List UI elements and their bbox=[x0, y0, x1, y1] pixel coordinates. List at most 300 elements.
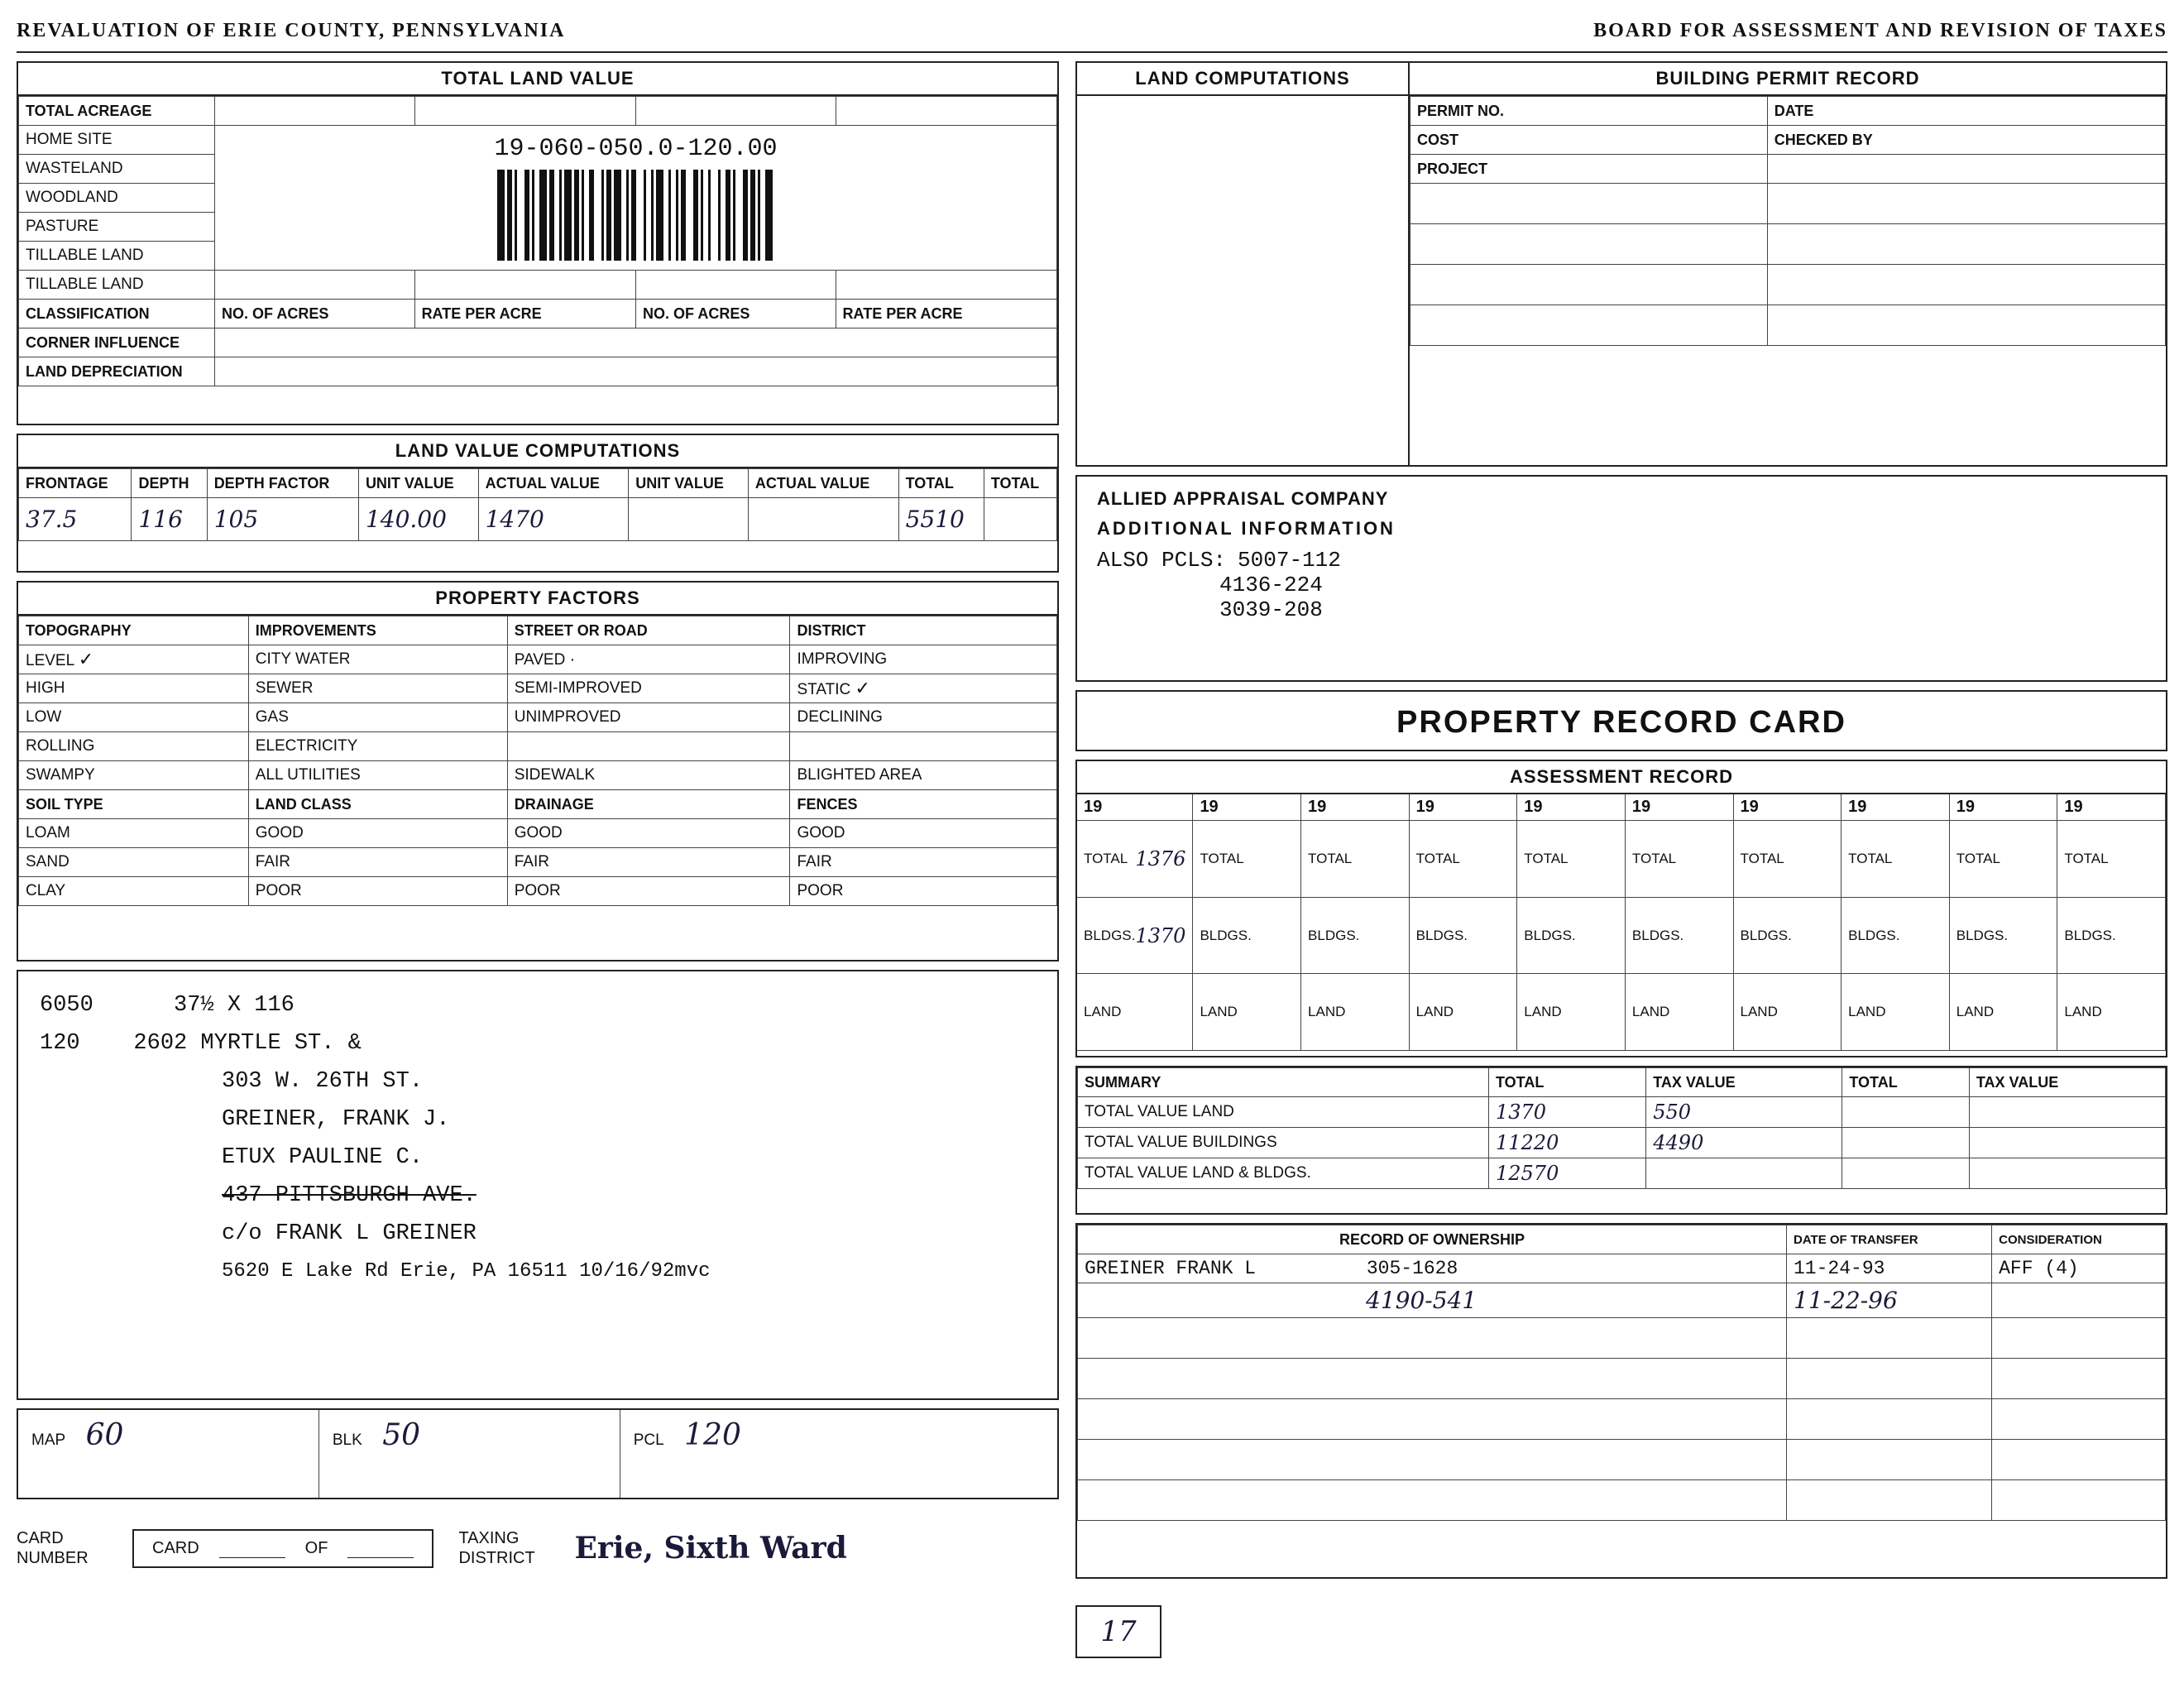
table-row bbox=[19, 645, 1057, 674]
pcl-value: 120 bbox=[684, 1418, 741, 1452]
land-value-title: LAND VALUE COMPUTATIONS bbox=[18, 435, 1057, 468]
tick-mark-icon: · bbox=[569, 650, 576, 669]
consideration bbox=[1992, 1283, 2166, 1318]
assessment-row-label: LAND bbox=[1415, 1004, 1454, 1020]
land-classification-table bbox=[18, 96, 1057, 386]
barcode-bar bbox=[765, 170, 773, 261]
assessment-row-label: BLDGS. bbox=[1084, 927, 1136, 943]
table-cell bbox=[215, 271, 415, 300]
assessment-row-label: TOTAL bbox=[1956, 850, 2000, 866]
table-cell bbox=[1410, 305, 1768, 346]
transfer-date: 11-22-96 bbox=[1787, 1283, 1992, 1318]
permit-record bbox=[1410, 63, 2166, 465]
land-row-label: WASTELAND bbox=[19, 155, 215, 184]
barcode-bar bbox=[497, 170, 505, 261]
factor-cell: POOR bbox=[790, 877, 1057, 906]
factor-cell: LOW bbox=[19, 703, 249, 732]
table-row bbox=[1078, 1283, 2166, 1318]
table-row bbox=[19, 300, 1057, 328]
of-label: OF bbox=[304, 1538, 328, 1557]
ownership-title: RECORD OF OWNERSHIP bbox=[1078, 1225, 1787, 1254]
assessment-row-label: BLDGS. bbox=[1415, 927, 1468, 943]
district-header: DISTRICT bbox=[790, 616, 1057, 645]
owner-parcel-line: 6050 37½ X 116 bbox=[40, 993, 295, 1018]
transfer-date: 11-24-93 bbox=[1787, 1254, 1992, 1283]
factor-cell: UNIMPROVED bbox=[507, 703, 790, 732]
street-road-header: STREET OR ROAD bbox=[507, 616, 790, 645]
card-label: CARD bbox=[152, 1538, 199, 1557]
summary-tax: 4490 bbox=[1646, 1128, 1842, 1158]
table-cell bbox=[1078, 1440, 1787, 1480]
barcode-bar bbox=[686, 170, 693, 261]
ownership-table bbox=[1077, 1225, 2166, 1521]
deed-book: 305-1628 bbox=[1366, 1258, 1458, 1279]
assessment-year-column bbox=[1301, 794, 1410, 1051]
assessment-cell bbox=[2057, 898, 2165, 975]
also-pcls-label: ALSO PCLS: bbox=[1097, 548, 1227, 573]
table-cell bbox=[635, 271, 836, 300]
assessment-cell bbox=[1193, 821, 1300, 898]
year-prefix: 19 bbox=[1517, 794, 1625, 821]
factor-cell: PAVED · bbox=[507, 645, 790, 674]
year-prefix: 19 bbox=[1950, 794, 2057, 821]
table-cell bbox=[1992, 1440, 2166, 1480]
property-record-card-title: PROPERTY RECORD CARD bbox=[1396, 704, 1846, 740]
factor-cell: ROLLING bbox=[19, 732, 249, 761]
fences-header: FENCES bbox=[790, 790, 1057, 819]
owner-care-of: c/o FRANK L GREINER bbox=[222, 1221, 477, 1246]
table-cell bbox=[1992, 1480, 2166, 1521]
factor-cell: SEMI-IMPROVED bbox=[507, 674, 790, 703]
total-value bbox=[984, 498, 1056, 541]
table-row bbox=[1078, 1158, 2166, 1189]
table-cell bbox=[1842, 1128, 1970, 1158]
assessment-cell bbox=[1950, 821, 2057, 898]
assessment-row-label: BLDGS. bbox=[1631, 927, 1684, 943]
barcode-bar bbox=[735, 170, 743, 261]
assessment-cell bbox=[2057, 974, 2165, 1051]
land-row-label: WOODLAND bbox=[19, 184, 215, 213]
assessment-handwritten-value: 1376 bbox=[1135, 846, 1186, 870]
table-row bbox=[19, 848, 1057, 877]
assessment-row-label: LAND bbox=[1740, 1004, 1778, 1020]
no-acres-header: NO. OF ACRES bbox=[215, 300, 415, 328]
table-cell bbox=[836, 271, 1056, 300]
assessment-year-column bbox=[1517, 794, 1626, 1051]
total-land-value-label: TOTAL LAND VALUE bbox=[18, 63, 1057, 96]
assessment-row-label: BLDGS. bbox=[1200, 927, 1252, 943]
additional-info-title: ADDITIONAL INFORMATION bbox=[1097, 518, 1396, 539]
table-cell bbox=[836, 97, 1056, 126]
total-acreage-label: TOTAL ACREAGE bbox=[19, 97, 215, 126]
assessment-cell bbox=[1626, 898, 1733, 975]
assessment-cell bbox=[1410, 821, 1517, 898]
table-row bbox=[1410, 126, 2166, 155]
factor-cell: POOR bbox=[507, 877, 790, 906]
assessment-row-label: BLDGS. bbox=[2064, 927, 2116, 943]
assessment-cell bbox=[1626, 821, 1733, 898]
table-cell bbox=[1767, 305, 2165, 346]
assessment-year-column bbox=[2057, 794, 2166, 1051]
date-of-transfer-header: DATE OF TRANSFER bbox=[1787, 1225, 1992, 1254]
assessment-row-label: TOTAL bbox=[1631, 850, 1677, 866]
assessment-row-label: BLDGS. bbox=[1740, 927, 1792, 943]
summary-label: TOTAL VALUE LAND bbox=[1078, 1097, 1489, 1128]
unit-value-header: UNIT VALUE bbox=[629, 469, 749, 498]
rate-per-acre-header: RATE PER ACRE bbox=[836, 300, 1056, 328]
table-row bbox=[1078, 1128, 2166, 1158]
owner-address-line: 303 W. 26TH ST. bbox=[222, 1069, 424, 1094]
assessment-cell bbox=[1517, 974, 1625, 1051]
assessment-row-label: TOTAL bbox=[2064, 850, 2109, 866]
assessment-cell bbox=[1517, 821, 1625, 898]
table-row bbox=[1410, 184, 2166, 224]
summary-tax: 550 bbox=[1646, 1097, 1842, 1128]
barcode-bar bbox=[656, 170, 663, 261]
table-cell bbox=[1969, 1158, 2165, 1189]
table-cell bbox=[1078, 1480, 1787, 1521]
summary-label: TOTAL VALUE BUILDINGS bbox=[1078, 1128, 1489, 1158]
blk-label: BLK bbox=[332, 1431, 362, 1449]
property-factors-table bbox=[18, 616, 1057, 906]
table-cell bbox=[1842, 1097, 1970, 1128]
table-row bbox=[1078, 1225, 2166, 1254]
table-cell bbox=[1078, 1399, 1787, 1440]
card-title-panel bbox=[1075, 690, 2167, 751]
barcode-bar bbox=[564, 170, 572, 261]
factor-cell: BLIGHTED AREA bbox=[790, 761, 1057, 790]
land-row-label: HOME SITE bbox=[19, 126, 215, 155]
table-row bbox=[19, 469, 1057, 498]
land-row-label: TILLABLE LAND bbox=[19, 242, 215, 271]
taxing-district-stamp: Erie, Sixth Ward bbox=[574, 1531, 847, 1566]
assessment-year-column bbox=[1734, 794, 1842, 1051]
check-mark-icon: ✓ bbox=[78, 649, 94, 669]
factor-cell: GAS bbox=[248, 703, 507, 732]
file-number: 17 bbox=[1100, 1615, 1137, 1648]
table-row bbox=[19, 97, 1057, 126]
owner-name-line: GREINER, FRANK J. bbox=[222, 1107, 450, 1132]
year-prefix: 19 bbox=[1410, 794, 1517, 821]
assessment-cell bbox=[1626, 974, 1733, 1051]
actual-value-header: ACTUAL VALUE bbox=[478, 469, 629, 498]
assessment-year-column bbox=[1950, 794, 2058, 1051]
soil-type-header: SOIL TYPE bbox=[19, 790, 249, 819]
assessment-year-column bbox=[1077, 794, 1193, 1051]
table-row bbox=[1078, 1318, 2166, 1359]
owner-old-address: 437 PITTSBURGH AVE. bbox=[222, 1183, 477, 1208]
table-row bbox=[19, 703, 1057, 732]
factor-cell: ALL UTILITIES bbox=[248, 761, 507, 790]
table-row bbox=[19, 761, 1057, 790]
assessment-row-label: TOTAL bbox=[1740, 850, 1784, 866]
summary-tax bbox=[1646, 1158, 1842, 1189]
table-row bbox=[1410, 155, 2166, 184]
appraisal-company: ALLIED APPRAISAL COMPANY bbox=[1097, 488, 1389, 509]
assessment-cell bbox=[1077, 974, 1192, 1051]
permit-table bbox=[1410, 96, 2166, 346]
actual-value-header: ACTUAL VALUE bbox=[748, 469, 898, 498]
card-number-label: CARD NUMBER bbox=[17, 1529, 89, 1567]
table-row bbox=[19, 126, 1057, 155]
assessment-cell bbox=[1077, 898, 1192, 975]
barcode-bar bbox=[594, 170, 601, 261]
assessment-row-label: TOTAL bbox=[1524, 850, 1569, 866]
depth-factor-value: 105 bbox=[207, 498, 358, 541]
owner-address-line: 120 2602 MYRTLE ST. & bbox=[40, 1031, 362, 1056]
card-number-row bbox=[17, 1511, 1059, 1585]
factor-cell: GOOD bbox=[507, 819, 790, 848]
table-cell bbox=[1787, 1318, 1992, 1359]
factor-cell: DECLINING bbox=[790, 703, 1057, 732]
table-cell bbox=[1787, 1440, 1992, 1480]
permit-title: BUILDING PERMIT RECORD bbox=[1410, 63, 2166, 96]
assessment-row-label: BLDGS. bbox=[1956, 927, 2009, 943]
summary-header: SUMMARY bbox=[1078, 1068, 1489, 1097]
check-mark-icon: ✓ bbox=[855, 678, 870, 698]
table-cell bbox=[1787, 1399, 1992, 1440]
deed-book: 4190-541 bbox=[1366, 1287, 1478, 1314]
assessment-row-label: LAND bbox=[1956, 1004, 1995, 1020]
table-row bbox=[1078, 1068, 2166, 1097]
assessment-cell bbox=[1410, 898, 1517, 975]
blk-field bbox=[319, 1410, 620, 1498]
unit-value: 140.00 bbox=[358, 498, 478, 541]
table-cell bbox=[1992, 1359, 2166, 1399]
barcode-bar bbox=[636, 170, 644, 261]
assessment-cell bbox=[1950, 898, 2057, 975]
table-row bbox=[1078, 1440, 2166, 1480]
unit-value bbox=[629, 498, 749, 541]
land-computations-title: LAND COMPUTATIONS bbox=[1077, 63, 1408, 96]
table-cell bbox=[1992, 1318, 2166, 1359]
assessment-row-label: LAND bbox=[1200, 1004, 1238, 1020]
summary-tax-header: TAX VALUE bbox=[1969, 1068, 2165, 1097]
land-value-panel bbox=[17, 434, 1059, 573]
factor-cell: SWAMPY bbox=[19, 761, 249, 790]
table-row bbox=[19, 616, 1057, 645]
assessment-cell bbox=[1301, 821, 1409, 898]
assessment-year-column bbox=[1626, 794, 1734, 1051]
year-prefix: 19 bbox=[2057, 794, 2165, 821]
factor-cell: FAIR bbox=[507, 848, 790, 877]
assessment-record-title: ASSESSMENT RECORD bbox=[1077, 761, 2166, 794]
summary-table bbox=[1077, 1067, 2166, 1189]
assessment-row-label: BLDGS. bbox=[1308, 927, 1360, 943]
depth-factor-header: DEPTH FACTOR bbox=[207, 469, 358, 498]
factor-cell: STATIC ✓ bbox=[790, 674, 1057, 703]
assessment-row-label: TOTAL bbox=[1084, 850, 1128, 866]
assessment-cell bbox=[1842, 974, 1949, 1051]
table-cell bbox=[414, 271, 635, 300]
summary-total-header: TOTAL bbox=[1489, 1068, 1646, 1097]
table-cell bbox=[215, 97, 415, 126]
factor-cell: SEWER bbox=[248, 674, 507, 703]
assessment-record-panel bbox=[1075, 760, 2167, 1057]
table-row bbox=[19, 877, 1057, 906]
ownership-panel bbox=[1075, 1223, 2167, 1579]
table-cell bbox=[1969, 1097, 2165, 1128]
no-acres-header: NO. OF ACRES bbox=[635, 300, 836, 328]
consideration: AFF (4) bbox=[1992, 1254, 2166, 1283]
table-row bbox=[1410, 97, 2166, 126]
summary-total-header: TOTAL bbox=[1842, 1068, 1970, 1097]
factor-cell: SAND bbox=[19, 848, 249, 877]
assessment-row-label: LAND bbox=[1524, 1004, 1562, 1020]
assessment-cell bbox=[1301, 898, 1409, 975]
assessment-row-label: LAND bbox=[1084, 1004, 1122, 1020]
actual-value: 1470 bbox=[478, 498, 629, 541]
rate-per-acre-header: RATE PER ACRE bbox=[414, 300, 635, 328]
assessment-cell bbox=[1077, 821, 1192, 898]
total-header: TOTAL bbox=[984, 469, 1056, 498]
date-header: DATE bbox=[1767, 97, 2165, 126]
assessment-cell bbox=[1301, 974, 1409, 1051]
land-row-label: PASTURE bbox=[19, 213, 215, 242]
table-row bbox=[19, 357, 1057, 386]
barcode-area bbox=[215, 126, 1057, 271]
assessment-cell bbox=[1193, 974, 1300, 1051]
table-cell bbox=[1767, 184, 2165, 224]
appraisal-panel bbox=[1075, 475, 2167, 682]
cost-header: COST bbox=[1410, 126, 1768, 155]
topography-header: TOPOGRAPHY bbox=[19, 616, 249, 645]
barcode-bar bbox=[517, 170, 524, 261]
barcode-image bbox=[222, 170, 1050, 261]
ownership-entry bbox=[1078, 1254, 1787, 1283]
year-prefix: 19 bbox=[1077, 794, 1192, 821]
pcl-ref: 5007-112 bbox=[1238, 548, 1341, 573]
year-prefix: 19 bbox=[1301, 794, 1409, 821]
table-row bbox=[19, 328, 1057, 357]
table-cell bbox=[1787, 1359, 1992, 1399]
assessment-grid bbox=[1077, 794, 2166, 1051]
page-header bbox=[17, 10, 2167, 53]
assessment-cell bbox=[1517, 898, 1625, 975]
assessment-year-column bbox=[1193, 794, 1301, 1051]
table-cell bbox=[635, 97, 836, 126]
year-prefix: 19 bbox=[1193, 794, 1300, 821]
assessment-row-label: TOTAL bbox=[1308, 850, 1353, 866]
assessment-year-column bbox=[1842, 794, 1950, 1051]
actual-value bbox=[748, 498, 898, 541]
barcode-bar bbox=[711, 170, 718, 261]
summary-panel bbox=[1075, 1066, 2167, 1215]
barcode-bar bbox=[773, 170, 775, 261]
assessment-row-label: LAND bbox=[1308, 1004, 1346, 1020]
assessment-cell bbox=[1734, 821, 1842, 898]
assessment-row-label: TOTAL bbox=[1848, 850, 1893, 866]
ownership-entry bbox=[1078, 1283, 1787, 1318]
barcode-bar bbox=[539, 170, 547, 261]
land-value-table bbox=[18, 468, 1057, 541]
total-value: 5510 bbox=[898, 498, 984, 541]
factor-cell bbox=[507, 732, 790, 761]
depth-header: DEPTH bbox=[132, 469, 207, 498]
table-row bbox=[1078, 1480, 2166, 1521]
assessment-row-label: BLDGS. bbox=[1848, 927, 1900, 943]
summary-label: TOTAL VALUE LAND & BLDGS. bbox=[1078, 1158, 1489, 1189]
table-cell bbox=[1410, 265, 1768, 305]
factor-cell: FAIR bbox=[248, 848, 507, 877]
summary-total: 11220 bbox=[1489, 1128, 1646, 1158]
table-cell bbox=[1410, 224, 1768, 265]
table-row bbox=[19, 790, 1057, 819]
table-row bbox=[1078, 1359, 2166, 1399]
table-cell bbox=[1842, 1158, 1970, 1189]
table-cell bbox=[1992, 1399, 2166, 1440]
table-row bbox=[1410, 224, 2166, 265]
assessment-cell bbox=[1842, 821, 1949, 898]
summary-total: 1370 bbox=[1489, 1097, 1646, 1128]
table-row bbox=[1410, 305, 2166, 346]
summary-total: 12570 bbox=[1489, 1158, 1646, 1189]
consideration-header: CONSIDERATION bbox=[1992, 1225, 2166, 1254]
assessment-row-label: BLDGS. bbox=[1524, 927, 1576, 943]
assessment-year-column bbox=[1410, 794, 1518, 1051]
land-depreciation-label: LAND DEPRECIATION bbox=[19, 357, 215, 386]
table-cell bbox=[1787, 1480, 1992, 1521]
factor-cell: POOR bbox=[248, 877, 507, 906]
drainage-header: DRAINAGE bbox=[507, 790, 790, 819]
depth-value: 116 bbox=[132, 498, 207, 541]
factor-cell: GOOD bbox=[790, 819, 1057, 848]
pcl-ref: 3039-208 bbox=[1219, 597, 1323, 622]
factor-cell: GOOD bbox=[248, 819, 507, 848]
assessment-cell bbox=[1410, 974, 1517, 1051]
permit-no-header: PERMIT NO. bbox=[1410, 97, 1768, 126]
frontage-header: FRONTAGE bbox=[19, 469, 132, 498]
map-label: MAP bbox=[31, 1431, 66, 1449]
table-cell bbox=[1767, 224, 2165, 265]
pcl-ref: 4136-224 bbox=[1219, 573, 1323, 597]
assessment-cell bbox=[1734, 898, 1842, 975]
pcl-field bbox=[620, 1410, 1057, 1498]
assessment-row-label: LAND bbox=[2064, 1004, 2102, 1020]
land-computations-box bbox=[1077, 63, 1410, 465]
land-classification-panel bbox=[17, 61, 1059, 425]
barcode-bar bbox=[614, 170, 621, 261]
frontage-value: 37.5 bbox=[19, 498, 132, 541]
table-cell bbox=[1410, 184, 1768, 224]
blk-value: 50 bbox=[382, 1418, 421, 1452]
revaluation-title: REVALUATION OF ERIE COUNTY, PENNSYLVANIA bbox=[17, 19, 566, 41]
owner-name-line: ETUX PAULINE C. bbox=[222, 1145, 424, 1170]
card-of-box bbox=[132, 1529, 433, 1568]
factor-cell bbox=[790, 732, 1057, 761]
factor-cell: CITY WATER bbox=[248, 645, 507, 674]
factor-cell: CLAY bbox=[19, 877, 249, 906]
assessment-cell bbox=[2057, 821, 2165, 898]
year-prefix: 19 bbox=[1626, 794, 1733, 821]
unit-value-header: UNIT VALUE bbox=[358, 469, 478, 498]
taxing-district-label: TAXING DISTRICT bbox=[458, 1529, 535, 1567]
corner-influence-label: CORNER INFLUENCE bbox=[19, 328, 215, 357]
table-row bbox=[19, 271, 1057, 300]
assessment-row-label: LAND bbox=[1848, 1004, 1886, 1020]
checked-by-header: CHECKED BY bbox=[1767, 126, 2165, 155]
parcel-id-panel bbox=[17, 1408, 1059, 1499]
owner-info-panel bbox=[17, 970, 1059, 1400]
board-title: BOARD FOR ASSESSMENT AND REVISION OF TAXES bbox=[1593, 19, 2167, 41]
assessment-cell bbox=[1842, 898, 1949, 975]
pcl-label: PCL bbox=[633, 1431, 664, 1449]
owner-mailing-address: 5620 E Lake Rd Erie, PA 16511 10/16/92mvc bbox=[222, 1260, 711, 1283]
property-factors-panel bbox=[17, 581, 1059, 961]
file-number-box bbox=[1075, 1605, 1161, 1658]
owner-name: GREINER FRANK L bbox=[1085, 1258, 1257, 1279]
factor-cell: HIGH bbox=[19, 674, 249, 703]
